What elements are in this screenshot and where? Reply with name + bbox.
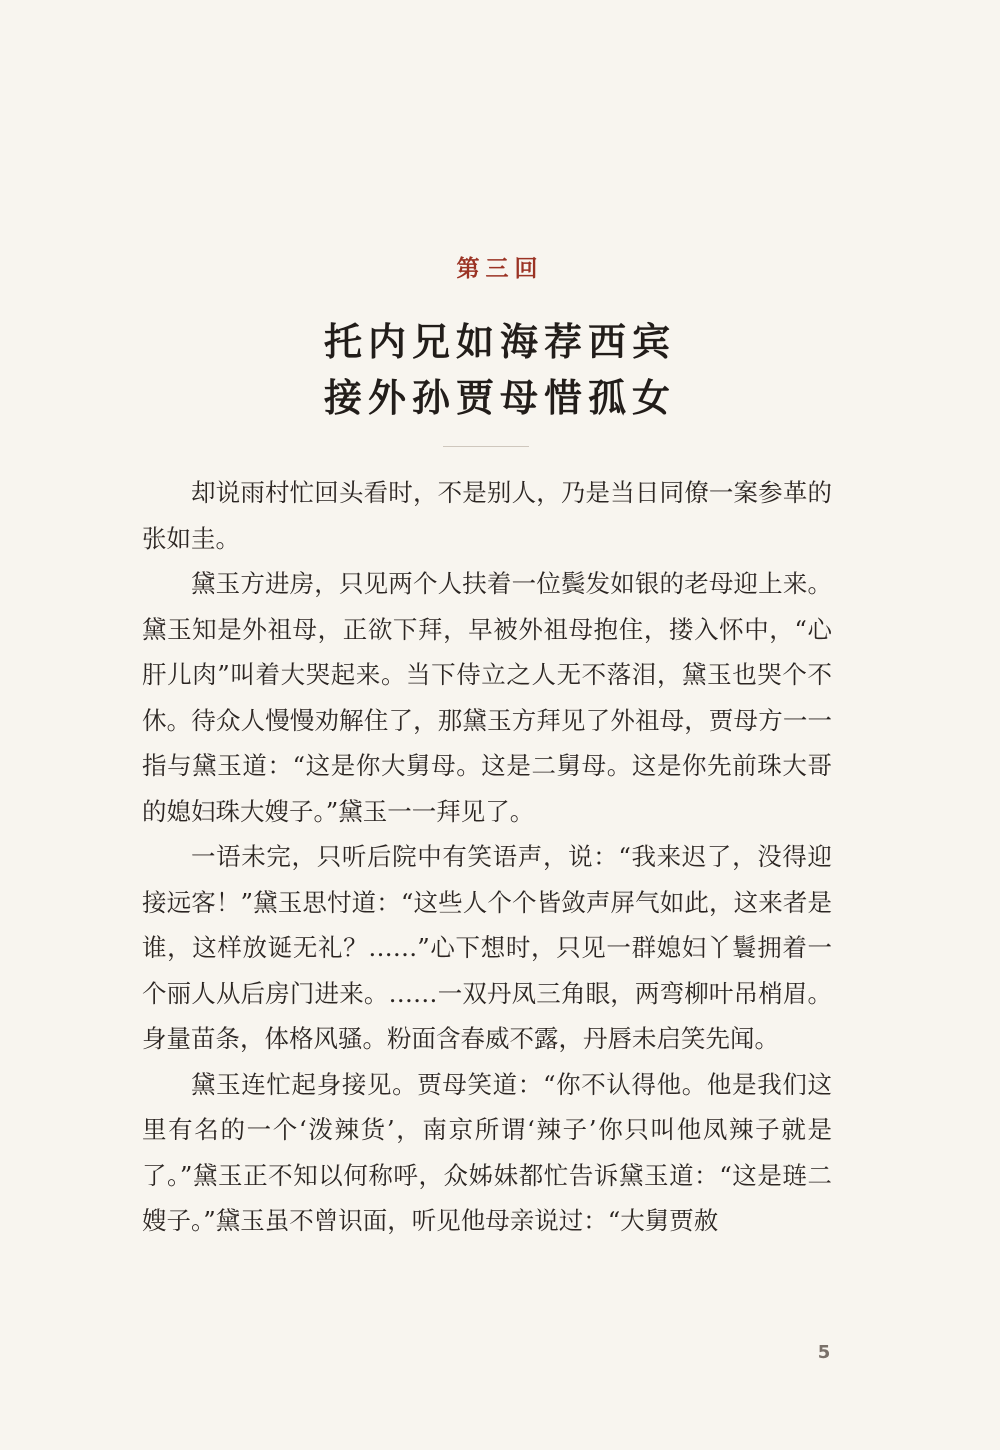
title-divider [443,446,529,447]
page-number: 5 [817,1342,831,1363]
paragraph-2: 黛玉方进房，只见两个人扶着一位鬓发如银的老母迎上来。黛玉知是外祖母，正欲下拜，早被外祖母抱住，搂入怀中，“心肝儿肉”叫着大哭起来。当下侍立之人无不落泪，黛玉也哭个不休。待众人慢慢劝解住了，那黛玉方拜见了外祖母，贾母方一一指与黛玉道：“这是你大舅母。这是二舅母。这是你先前珠大哥的媳妇珠大嫂子。”黛玉一一拜见了。 [142,569,832,826]
paragraph-1: 却说雨村忙回头看时，不是别人，乃是当日同僚一案参革的张如圭。 [142,478,832,553]
chapter-number-label: 第三回 [456,256,544,282]
chapter-body [142,470,832,1244]
paragraph-3: 一语未完，只听后院中有笑语声，说：“我来迟了，没得迎接远客！”黛玉思忖道：“这些人个个皆敛声屏气如此，这来者是谁，这样放诞无礼？……”心下想时，只见一群媳妇丫鬟拥着一个丽人从后房门进来。……一双丹凤三角眼，两弯柳叶吊梢眉。身量苗条，体格风骚。粉面含春威不露，丹唇未启笑先闻。 [142,842,832,1053]
paragraph-4: 黛玉连忙起身接见。贾母笑道：“你不认得他。他是我们这里有名的一个‘泼辣货’，南京所谓‘辣子’你只叫他凤辣子就是了。”黛玉正不知以何称呼，众姊妹都忙告诉黛玉道：“这是琏二嫂子。”黛玉虽不曾识面，听见他母亲说过：“大舅贾赦 [142,1069,832,1235]
chapter-title-line-1: 托内兄如海荐西宾 [323,319,676,364]
chapter-title-line-2: 接外孙贾母惜孤女 [323,375,676,420]
